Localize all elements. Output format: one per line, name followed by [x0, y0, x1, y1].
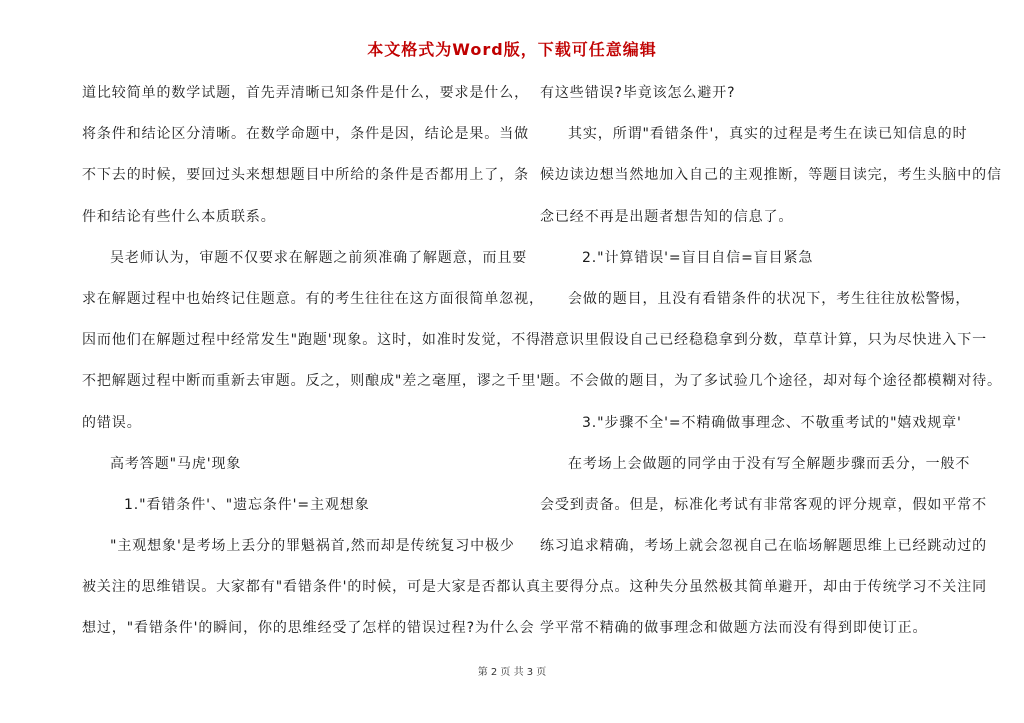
paragraph-line: 2."计算错误'=盲目自信=盲目紧急 [582, 249, 814, 266]
paragraph-line: 高考答题"马虎'现象 [110, 455, 242, 472]
paragraph-line: 主要得分点。这种失分虽然极其简单避开，却由于传统学习不关注同 [540, 579, 987, 596]
paragraph-line: 会受到责备。但是，标准化考试有非常客观的评分规章，假如平常不 [540, 496, 987, 513]
document-header-title: 本文格式为Word版，下载可任意编辑 [367, 40, 657, 59]
paragraph-line: 将条件和结论区分清晰。在数学命题中，条件是因，结论是果。当做 [82, 126, 529, 143]
paragraph-line: 想过，"看错条件'的瞬间，你的思维经受了怎样的错误过程?为什么会 [82, 620, 535, 637]
paragraph-line: 因而他们在解题过程中经常发生"跑题'现象。这时，如准时发觉，不得 [82, 332, 542, 349]
paragraph-line: 1."看错条件'、"遗忘条件'=主观想象 [124, 496, 370, 513]
right-text-column [540, 83, 1002, 660]
paragraph-line: "主观想象'是考场上丢分的罪魁祸首,然而却是传统复习中极少 [110, 538, 515, 555]
paragraph-line: 求在解题过程中也始终记住题意。有的考生往往在这方面很简单忽视， [82, 290, 544, 307]
paragraph-line: 学平常不精确的做事理念和做题方法而没有得到即使订正。 [540, 620, 928, 637]
paragraph-line: 不把解题过程中断而重新去审题。反之，则酿成"差之毫厘，谬之千里' [82, 373, 542, 390]
paragraph-line: 被关注的思维错误。大家都有"看错条件'的时候，可是大家是否都认真 [82, 579, 542, 596]
paragraph-line: 3."步骤不全'=不精确做事理念、不敬重考试的"嬉戏规章' [582, 414, 962, 431]
paragraph-line: 不下去的时候，要回过头来想想题目中所给的条件是否都用上了，条 [82, 167, 529, 184]
paragraph-line: 潜意识里假设自己已经稳稳拿到分数，草草计算，只为尽快进入下一 [540, 332, 987, 349]
paragraph-line: 念已经不再是出题者想告知的信息了。 [540, 208, 794, 225]
paragraph-line: 其实，所谓"看错条件'，真实的过程是考生在读已知信息的时 [568, 126, 968, 143]
page-number-footer: 第 2 页 共 3 页 [477, 667, 547, 678]
paragraph-line: 道比较简单的数学试题，首先弄清晰已知条件是什么，要求是什么， [82, 85, 529, 101]
paragraph-line: 练习追求精确，考场上就会忽视自己在临场解题思维上已经跳动过的 [540, 538, 987, 555]
paragraph-line: 会做的题目，且没有看错条件的状况下，考生往往放松警惕， [568, 290, 971, 307]
paragraph-line: 吴老师认为，审题不仅要求在解题之前须准确了解题意，而且要 [110, 249, 528, 266]
paragraph-line: 件和结论有些什么本质联系。 [82, 208, 276, 225]
paragraph-line: 的错误。 [82, 414, 142, 431]
paragraph-line: 题。不会做的题目，为了多试验几个途径，却对每个途径都模糊对待。 [540, 373, 1002, 390]
paragraph-line: 在考场上会做题的同学由于没有写全解题步骤而丢分，一般不 [568, 455, 971, 472]
left-text-column [82, 83, 544, 660]
paragraph-line: 候边读边想当然地加入自己的主观推断，等题目读完，考生头脑中的信 [540, 167, 1002, 184]
paragraph-line: 有这些错误?毕竟该怎么避开? [540, 85, 736, 101]
